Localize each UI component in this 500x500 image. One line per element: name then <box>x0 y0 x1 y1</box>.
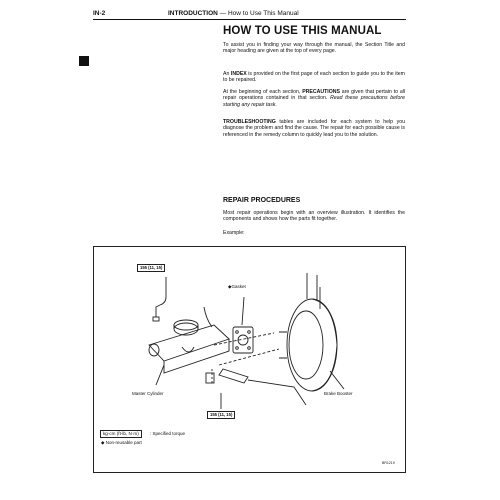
p4-post: tables are included for each system to help you diagnose the problem and find the cause. The repair for each possible cause is referenced in the remedy column to quickly lead you to the solution. <box>223 119 405 138</box>
p3-mid2: repair operations contained in that section. <box>223 95 331 102</box>
master-cylinder-label: Master Cylinder <box>132 391 164 396</box>
p2-post: is provided on the first page of each section to guide you to the item to be repaired. <box>223 71 406 84</box>
legend-nonreusable: ◆ Non-reusable part <box>101 440 142 445</box>
paragraph-index <box>223 71 405 84</box>
overview-illustration <box>93 246 406 473</box>
p3-read: Read these precautions before starting any repair task. <box>223 95 406 108</box>
header-separator: — <box>219 10 227 17</box>
p3-bold: PRECAUTIONS <box>302 89 340 95</box>
paragraph-precautions <box>223 89 405 108</box>
brake-booster-label: Brake Booster <box>324 391 353 396</box>
page-code: IN-2 <box>93 10 106 17</box>
torque-spec-bottom: 155 (11, 15) <box>207 411 235 419</box>
header-section: INTRODUCTION <box>168 10 218 17</box>
torque-spec-top: 155 (11, 15) <box>137 264 165 272</box>
repair-procedures-title: REPAIR PROCEDURES <box>223 197 301 204</box>
paragraph-intro: To assist you in finding your way through the manual, the Section Title and major heading are given at the top of every page. <box>223 42 405 55</box>
legend-torque-text: : Specified torque <box>150 431 186 436</box>
example-label: Example: <box>223 230 245 236</box>
legend-unit-box: kg-cm (ft-lb, N·m) <box>100 430 142 438</box>
section-marker <box>79 56 89 66</box>
header-rule <box>93 19 406 20</box>
figure-code: BR1219 <box>382 461 395 465</box>
header-subtitle: How to Use This Manual <box>227 10 299 17</box>
p3-pre: At the beginning of each section, <box>223 89 303 95</box>
gasket-label: ◆Gasket <box>228 284 246 289</box>
p2-bold: INDEX <box>230 71 247 77</box>
page-title: HOW TO USE THIS MANUAL <box>223 25 382 37</box>
p3-mid: are given that pertain to <box>339 89 400 95</box>
p3-ital: all <box>399 89 406 95</box>
header-title <box>168 10 299 17</box>
p4-bold: TROUBLESHOOTING <box>223 119 276 125</box>
paragraph-troubleshooting <box>223 119 405 138</box>
p2-pre: An <box>223 71 231 77</box>
paragraph-repair: Most repair operations begin with an overview illustration. It identifies the components and shows how the parts fit together. <box>223 210 405 223</box>
